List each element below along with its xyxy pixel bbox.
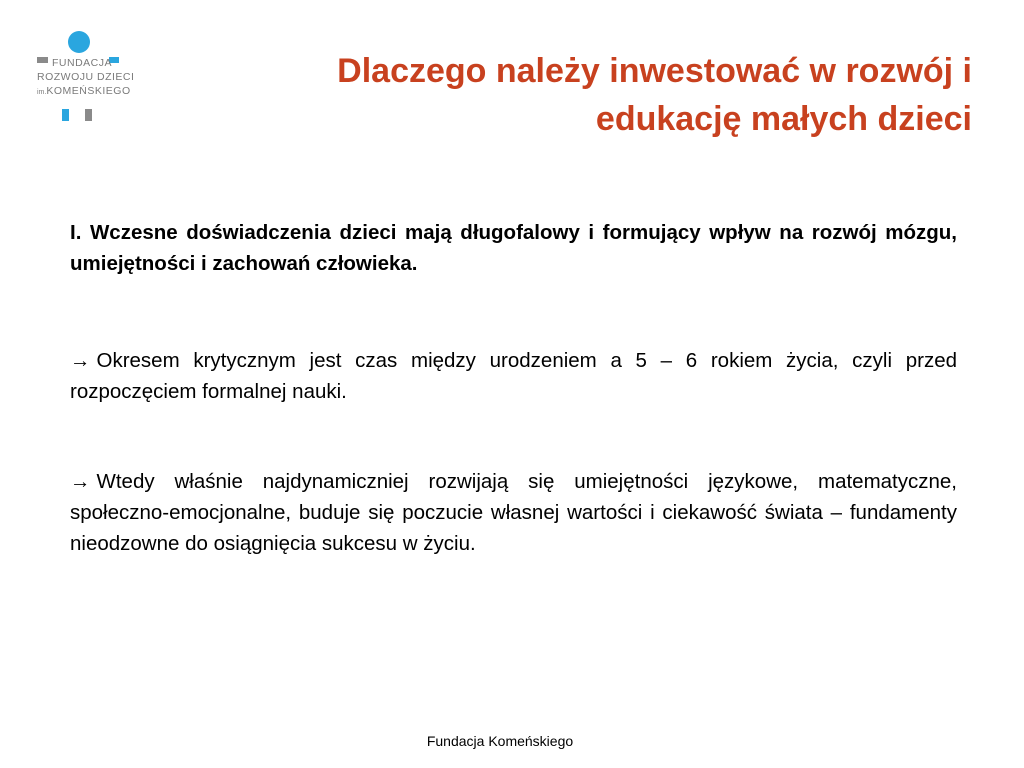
bullet-paragraph [70, 345, 957, 407]
bullet-text: Okresem krytycznym jest czas między urodzeniem a 5 – 6 rokiem życia, czyli przed rozpoczęciem formalnej nauki. [70, 349, 957, 403]
logo-circle [68, 31, 90, 53]
arrow-right-icon: → [70, 349, 91, 372]
slide-title-line-1: Dlaczego należy inwestować w rozwój i [337, 52, 972, 90]
logo-line-3 [37, 84, 134, 100]
foundation-logo [37, 30, 137, 125]
section-heading: I. Wczesne doświadczenia dzieci mają długofalowy i formujący wpływ na rozwój mózgu, umiejętności i zachowań człowieka. [70, 221, 957, 275]
slide-title-line-2: edukację małych dzieci [595, 100, 972, 138]
logo-line-2: ROZWOJU DZIECI [37, 71, 135, 83]
logo-leg-right [85, 109, 92, 121]
arrow-right-icon: → [70, 470, 91, 493]
logo-leg-left [62, 109, 69, 121]
logo-line-1: FUNDACJA [52, 57, 113, 69]
slide-footer: Fundacja Komeńskiego [426, 733, 574, 749]
slide-title [212, 47, 972, 143]
slide-body [70, 217, 957, 559]
bullet-paragraph [70, 466, 957, 559]
logo-line-3-prefix: im. [37, 89, 47, 96]
bullet-text: Wtedy właśnie najdynamiczniej rozwijają się umiejętności językowe, matematyczne, społeczno-emocjonalne, buduje się poczucie własnej wartości i ciekawość świata – fundamenty nieodzowne do osiągnięcia sukcesu w życiu. [70, 470, 957, 555]
logo-wordmark [37, 56, 134, 100]
logo-line-3-name: KOMEŃSKIEGO [46, 85, 131, 97]
